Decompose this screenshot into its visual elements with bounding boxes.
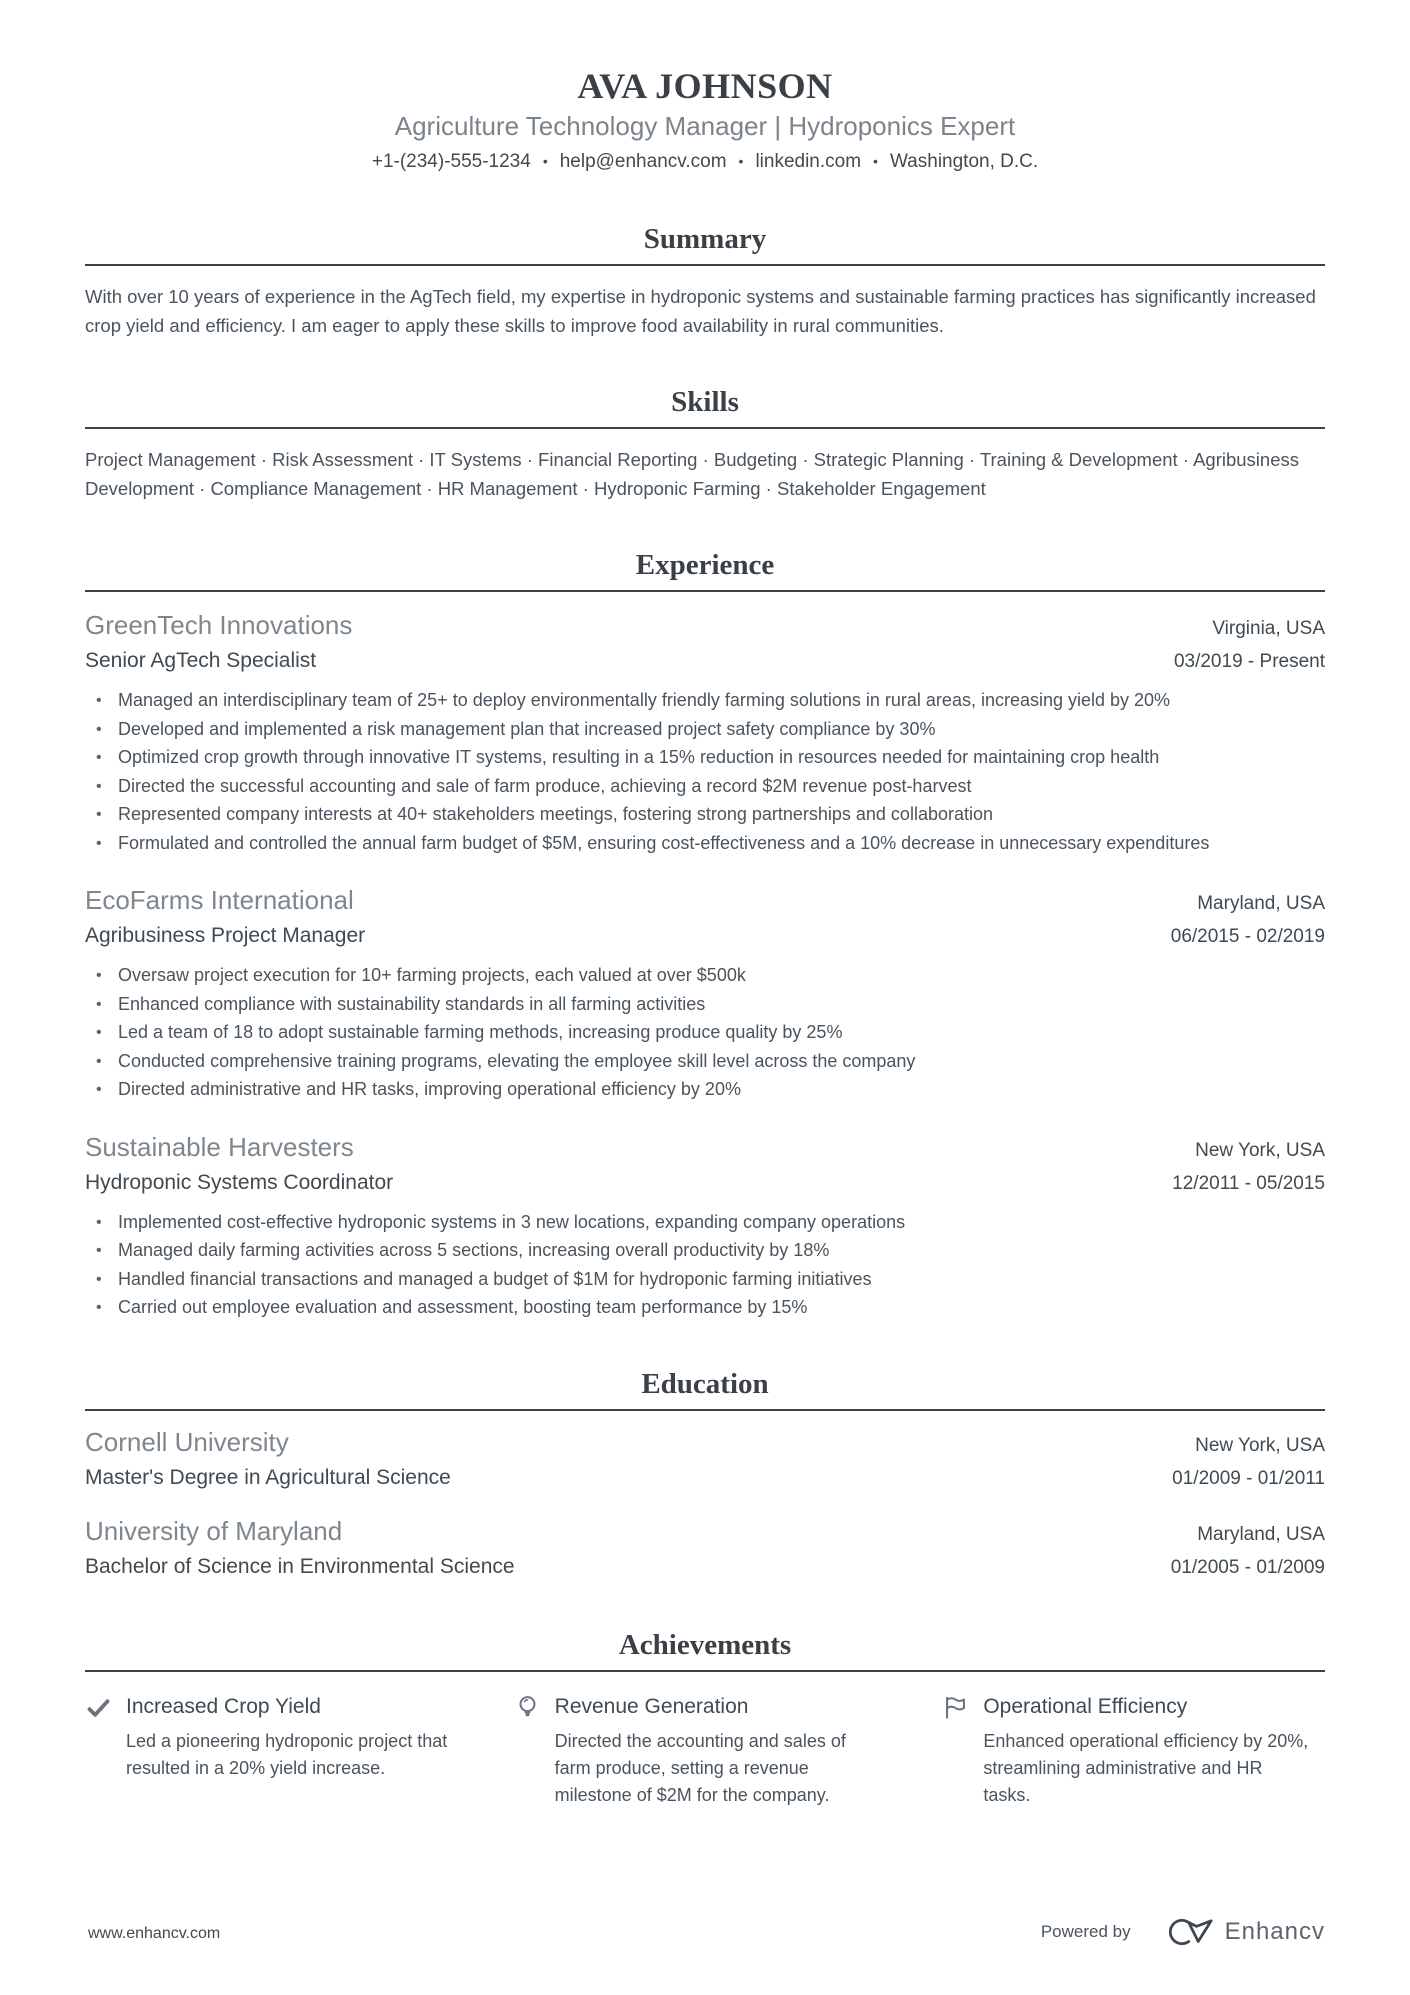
- achievement-text: Led a pioneering hydroponic project that resulted in a 20% yield increase.: [126, 1730, 448, 1778]
- experience-entry: [85, 608, 1325, 857]
- enhancv-brand-name[interactable]: Enhancv: [1224, 1918, 1325, 1945]
- experience-entry: [85, 1130, 1325, 1322]
- candidate-name: AVA JOHNSON: [577, 66, 833, 106]
- degree: Master's Degree in Agricultural Science: [85, 1465, 451, 1489]
- school-location: New York, USA: [1195, 1434, 1325, 1456]
- education-entry: [85, 1425, 1325, 1494]
- section-summary: [85, 221, 1325, 340]
- job-bullet: • Conducted comprehensive training programs, elevating the employee skill level across the company: [85, 1048, 1325, 1076]
- job-location: Virginia, USA: [1212, 618, 1325, 639]
- section-skills: [85, 384, 1325, 503]
- degree: Bachelor of Science in Environmental Science: [85, 1554, 515, 1578]
- achievements-grid: [85, 1692, 1325, 1809]
- powered-by-label: Powered by: [1040, 1922, 1131, 1941]
- job-bullet: • Directed the successful accounting and sale of farm produce, achieving a record $2M revenue post-harvest: [85, 773, 1325, 801]
- skills-heading: Skills: [671, 386, 739, 418]
- check-icon: [85, 1694, 112, 1721]
- job-bullet: • Handled financial transactions and managed a budget of $1M for hydroponic farming initiatives: [85, 1266, 1325, 1294]
- job-location: New York, USA: [1195, 1139, 1325, 1161]
- section-divider: [85, 427, 1325, 429]
- achievement-text: Directed the accounting and sales of farm produce, setting a revenue milestone of $2M for the company.: [554, 1730, 846, 1805]
- job-bullet: • Optimized crop growth through innovative IT systems, resulting in a 15% reduction in resources needed for maintaining crop health: [85, 744, 1325, 772]
- job-bullet: • Implemented cost-effective hydroponic systems in 3 new locations, expanding company operations: [85, 1209, 1325, 1237]
- achievement-item: [85, 1692, 468, 1809]
- company-name: GreenTech Innovations: [85, 610, 353, 640]
- education-entry: [85, 1514, 1325, 1583]
- contact-separator: •: [542, 153, 548, 169]
- job-bullet: • Developed and implemented a risk management plan that increased project safety compliance by 30%: [85, 716, 1325, 744]
- section-divider: [85, 590, 1325, 592]
- job-dates: 12/2011 - 05/2015: [1172, 1172, 1325, 1194]
- job-bullet: • Carried out employee evaluation and assessment, boosting team performance by 15%: [85, 1294, 1325, 1322]
- school-name: Cornell University: [85, 1426, 289, 1457]
- achievement-title: Revenue Generation: [554, 1694, 749, 1718]
- job-bullet: • Oversaw project execution for 10+ farming projects, each valued at over $500k: [85, 962, 1325, 990]
- achievement-text: Enhanced operational efficiency by 20%, streamlining administrative and HR tasks.: [983, 1730, 1309, 1805]
- achievement-title: Operational Efficiency: [983, 1694, 1188, 1718]
- section-experience: [85, 547, 1325, 1322]
- company-name: EcoFarms International: [85, 885, 354, 915]
- section-achievements: [85, 1627, 1325, 1809]
- education-dates: 01/2005 - 01/2009: [1170, 1556, 1325, 1578]
- enhancv-logo-icon[interactable]: [1159, 1913, 1215, 1951]
- job-dates: 03/2019 - Present: [1173, 651, 1325, 672]
- skills-list: Project Management · Risk Assessment · IT Systems · Financial Reporting · Budgeting · Strategic Planning · Training & Development · Agribusiness Development · Compliance Management · HR Management · Hydroponic Farming · Stakeholder Engagement: [85, 449, 1299, 499]
- contact-website[interactable]: linkedin.com: [755, 151, 862, 172]
- contact-separator: •: [738, 153, 744, 169]
- achievements-heading: Achievements: [618, 1628, 792, 1661]
- job-bullet-list: [85, 962, 1325, 1104]
- job-bullet: • Directed administrative and HR tasks, improving operational efficiency by 20%: [85, 1076, 1325, 1104]
- section-divider: [85, 1670, 1325, 1672]
- job-title: Agribusiness Project Manager: [85, 924, 366, 947]
- school-location: Maryland, USA: [1197, 1523, 1325, 1545]
- lightbulb-icon: [514, 1694, 541, 1721]
- job-bullet: • Represented company interests at 40+ stakeholders meetings, fostering strong partnerships and collaboration: [85, 801, 1325, 829]
- job-location: Maryland, USA: [1197, 893, 1325, 914]
- candidate-title: Agriculture Technology Manager | Hydroponics Expert: [394, 111, 1016, 141]
- contact-location: Washington, D.C.: [889, 151, 1039, 172]
- job-bullet: • Formulated and controlled the annual farm budget of $5M, ensuring cost-effectiveness and a 10% decrease in unnecessary expenditures: [85, 830, 1325, 858]
- experience-entry: [85, 883, 1325, 1104]
- experience-heading: Experience: [635, 549, 775, 581]
- achievement-item: [514, 1692, 897, 1809]
- job-title: Senior AgTech Specialist: [85, 649, 317, 672]
- job-bullet: • Managed an interdisciplinary team of 25+ to deploy environmentally friendly farming solutions in rural areas, increasing yield by 20%: [85, 687, 1325, 715]
- contact-email[interactable]: help@enhancv.com: [559, 151, 727, 172]
- resume-header: [85, 64, 1325, 177]
- summary-text: With over 10 years of experience in the AgTech field, my expertise in hydroponic systems and sustainable farming practices has significantly increased crop yield and efficiency. I am eager to apply these skills to improve food availability in rural communities.: [85, 286, 1316, 336]
- flag-icon: [942, 1694, 969, 1721]
- job-title: Hydroponic Systems Coordinator: [85, 1170, 394, 1194]
- footer-branding: [1041, 1913, 1325, 1951]
- summary-heading: Summary: [643, 223, 767, 255]
- job-bullet: • Enhanced compliance with sustainability standards in all farming activities: [85, 991, 1325, 1019]
- section-divider: [85, 1409, 1325, 1411]
- footer-website-link[interactable]: www.enhancv.com: [88, 1925, 221, 1942]
- achievement-title: Increased Crop Yield: [126, 1694, 321, 1718]
- company-name: Sustainable Harvesters: [85, 1131, 354, 1162]
- section-divider: [85, 264, 1325, 266]
- contact-line: [85, 146, 1325, 177]
- achievement-item: [942, 1692, 1325, 1809]
- job-bullet-list: [85, 687, 1325, 857]
- education-heading: Education: [641, 1367, 769, 1400]
- job-dates: 06/2015 - 02/2019: [1170, 926, 1325, 947]
- section-education: [85, 1366, 1325, 1583]
- job-bullet: • Led a team of 18 to adopt sustainable farming methods, increasing produce quality by 25%: [85, 1019, 1325, 1047]
- contact-phone: +1-(234)-555-1234: [371, 151, 531, 172]
- school-name: University of Maryland: [85, 1515, 343, 1546]
- education-dates: 01/2009 - 01/2011: [1172, 1467, 1325, 1489]
- contact-separator: •: [873, 153, 878, 169]
- job-bullet: • Managed daily farming activities across 5 sections, increasing overall productivity by 18%: [85, 1237, 1325, 1265]
- job-bullet-list: [85, 1209, 1325, 1322]
